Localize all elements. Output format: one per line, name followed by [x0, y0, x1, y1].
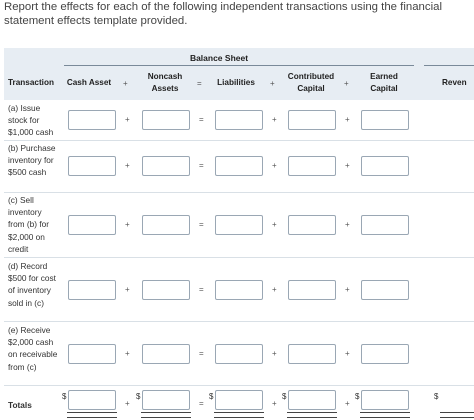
cash-asset-input-b[interactable] — [68, 156, 116, 176]
noncash-assets-input-d[interactable] — [142, 280, 190, 300]
plus-operator: + — [125, 399, 130, 408]
noncash-assets-input-e[interactable] — [142, 344, 190, 364]
plus-operator: + — [125, 115, 130, 124]
plus-operator: + — [272, 285, 277, 294]
plus-operator: + — [125, 220, 130, 229]
totals-label: Totals — [8, 400, 32, 410]
equals-operator: = — [199, 115, 204, 124]
contributed-capital-total-input[interactable] — [288, 390, 336, 410]
balance-sheet-header: Balance Sheet — [189, 53, 249, 63]
liabilities-input-e[interactable] — [215, 344, 263, 364]
plus-operator: + — [272, 220, 277, 229]
contributed-capital-input-d[interactable] — [288, 280, 336, 300]
cash-asset-input-a[interactable] — [68, 110, 116, 130]
row-divider — [4, 140, 474, 141]
earned-capital-input-d[interactable] — [361, 280, 409, 300]
earned-capital-total-input[interactable] — [361, 390, 409, 410]
double-underline — [440, 412, 474, 418]
row-label-a: (a) Issue stock for $1,000 cash — [8, 103, 54, 138]
plus-operator: + — [345, 349, 350, 358]
plus-operator: + — [125, 161, 130, 170]
equals-operator: = — [197, 79, 202, 88]
plus-operator: + — [272, 115, 277, 124]
column-header-transaction: Transaction — [8, 78, 54, 87]
contributed-capital-input-c[interactable] — [288, 215, 336, 235]
plus-operator: + — [344, 79, 349, 88]
earned-capital-input-a[interactable] — [361, 110, 409, 130]
noncash-assets-input-c[interactable] — [142, 215, 190, 235]
row-divider — [4, 321, 474, 322]
plus-operator: + — [123, 79, 128, 88]
row-label-d: (d) Record $500 for cost of inventory sold in (c) — [8, 261, 56, 308]
cash-asset-total-input[interactable] — [68, 390, 116, 410]
cash-asset-input-d[interactable] — [68, 280, 116, 300]
plus-operator: + — [272, 161, 277, 170]
header-divider — [424, 65, 474, 66]
column-header-cash-asset: Cash Asset — [66, 78, 112, 87]
row-divider — [4, 192, 474, 193]
plus-operator: + — [345, 285, 350, 294]
contributed-capital-input-a[interactable] — [288, 110, 336, 130]
plus-operator: + — [125, 349, 130, 358]
contributed-capital-input-b[interactable] — [288, 156, 336, 176]
column-header-earned-capital: Earned Capital — [370, 72, 398, 93]
liabilities-input-b[interactable] — [215, 156, 263, 176]
row-divider — [4, 385, 474, 386]
plus-operator: + — [125, 285, 130, 294]
noncash-assets-input-b[interactable] — [142, 156, 190, 176]
dollar-sign: $ — [355, 392, 360, 401]
dollar-sign: $ — [209, 392, 214, 401]
equals-operator: = — [199, 285, 204, 294]
cash-asset-input-c[interactable] — [68, 215, 116, 235]
double-underline — [214, 412, 264, 418]
column-header-contributed-capital: Contributed Capital — [287, 72, 335, 93]
equals-operator: = — [199, 220, 204, 229]
equals-operator: = — [199, 399, 204, 408]
dollar-sign: $ — [62, 392, 67, 401]
row-label-c: (c) Sell inventory from (b) for $2,000 on credit — [8, 195, 50, 254]
plus-operator: + — [345, 220, 350, 229]
equals-operator: = — [199, 161, 204, 170]
cash-asset-input-e[interactable] — [68, 344, 116, 364]
earned-capital-input-b[interactable] — [361, 156, 409, 176]
column-header-noncash-assets: Noncash Assets — [147, 72, 183, 93]
dollar-sign: $ — [434, 392, 439, 401]
plus-operator: + — [272, 349, 277, 358]
double-underline — [141, 412, 191, 418]
column-header-liabilities: Liabilities — [217, 78, 255, 87]
row-divider — [4, 257, 474, 258]
equals-operator: = — [199, 349, 204, 358]
noncash-assets-total-input[interactable] — [142, 390, 190, 410]
header-divider — [64, 65, 414, 66]
liabilities-input-d[interactable] — [215, 280, 263, 300]
liabilities-input-c[interactable] — [215, 215, 263, 235]
double-underline — [360, 412, 410, 418]
plus-operator: + — [345, 161, 350, 170]
plus-operator: + — [345, 399, 350, 408]
plus-operator: + — [270, 79, 275, 88]
plus-operator: + — [345, 115, 350, 124]
dollar-sign: $ — [136, 392, 141, 401]
noncash-assets-input-a[interactable] — [142, 110, 190, 130]
contributed-capital-input-e[interactable] — [288, 344, 336, 364]
double-underline — [287, 412, 337, 418]
row-label-b: (b) Purchase inventory for $500 cash — [8, 143, 56, 178]
double-underline — [67, 412, 117, 418]
liabilities-input-a[interactable] — [215, 110, 263, 130]
liabilities-total-input[interactable] — [215, 390, 263, 410]
financial-statement-effects-template — [4, 48, 474, 420]
row-label-e: (e) Receive $2,000 cash on receivable from (c) — [8, 325, 58, 372]
column-header-revenue: Reven — [442, 78, 467, 87]
dollar-sign: $ — [282, 392, 287, 401]
earned-capital-input-e[interactable] — [361, 344, 409, 364]
earned-capital-input-c[interactable] — [361, 215, 409, 235]
plus-operator: + — [272, 399, 277, 408]
instructions-text: Report the effects for each of the following independent transactions using the financial statement effects template provided. — [4, 1, 442, 27]
